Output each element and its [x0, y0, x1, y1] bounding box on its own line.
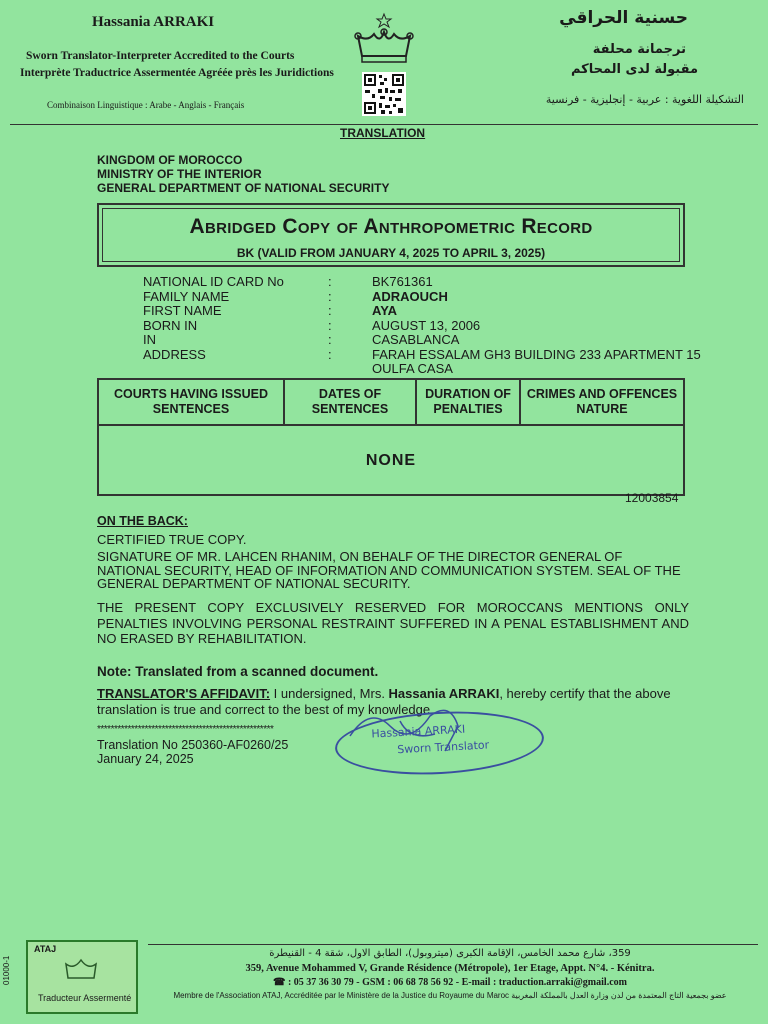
field-label: FIRST NAME [143, 303, 222, 318]
document-title: Abridged Copy of Anthropometric Record [189, 215, 593, 238]
translator-title-en: Sworn Translator-Interpreter Accredited to the Courts [26, 50, 295, 62]
field-row-family-name [143, 290, 732, 305]
field-row-place [143, 333, 732, 348]
ataj-logo-text: ATAJ [34, 944, 57, 954]
translator-name: Hassania ARRAKI [92, 14, 215, 30]
table-body-none: NONE [98, 425, 684, 495]
field-label: NATIONAL ID CARD No [143, 274, 284, 289]
separator-stars: **************************************************** [97, 724, 274, 735]
field-value: CASABLANCA [372, 332, 460, 347]
translator-title-ar-2: مقبولة لدى المحاكم [570, 62, 698, 77]
field-row-first-name [143, 304, 732, 319]
field-colon: : [328, 346, 332, 362]
affidavit-text: , hereby certify that the above translation is true and correct to the best of my knowledge. [97, 686, 671, 717]
field-row-address [143, 348, 732, 377]
footer-address-ar: 359، شارع محمد الخامس، الإقامة الكبرى (ميتروبول)، الطابق الاول، شقة 4 - القنيطرة [269, 948, 631, 959]
field-value: AYA [372, 303, 398, 318]
authority-line: KINGDOM OF MOROCCO [97, 153, 243, 167]
affidavit-label: TRANSLATOR'S AFFIDAVIT: [97, 686, 271, 701]
translator-name-ar: حسنية الحراقي [559, 8, 688, 28]
field-value: ADRAOUCH [372, 288, 448, 304]
translator-title-ar-1: ترجمانة محلفة [592, 42, 686, 57]
ataj-logo-caption: Traducteur Assermenté [38, 993, 132, 1003]
table-row [98, 425, 684, 495]
authority-line: GENERAL DEPARTMENT OF NATIONAL SECURITY [97, 181, 390, 195]
side-code: 01000-1 [2, 955, 11, 985]
table-header: DATES OF SENTENCES [284, 379, 416, 425]
stamp-title: Sworn Translator [396, 738, 490, 757]
field-value: FARAH ESSALAM GH3 BUILDING 233 APARTMENT 15 OULFA CASA [372, 346, 701, 376]
ataj-crown-icon [64, 956, 98, 984]
signature-mark [340, 696, 480, 756]
language-combination: Combinaison Linguistique : Arabe - Anglais - Français [47, 100, 245, 110]
field-colon: : [328, 274, 332, 289]
document-title-box [97, 203, 685, 267]
scan-note: Note: Translated from a scanned document. [97, 664, 379, 679]
sentences-table [97, 378, 685, 496]
field-label: ADDRESS [143, 346, 206, 362]
ataj-logo [26, 940, 138, 1014]
back-side-label: ON THE BACK: [97, 514, 188, 528]
stamp-name: Hassania ARRAKI [371, 722, 466, 741]
translator-title-fr: Interprète Traductrice Assermentée Agréée près les Juridictions [20, 67, 334, 79]
table-header-row [98, 379, 684, 425]
field-label: FAMILY NAME [143, 288, 230, 304]
certified-copy-text: CERTIFIED TRUE COPY. [97, 532, 247, 547]
translation-reference [97, 738, 288, 766]
footer-address: 359, Avenue Mohammed V, Grande Résidence (Métropole), 1er Etage, Appt. N°4. - Kénitra. [245, 963, 655, 974]
translation-label: TRANSLATION [340, 126, 426, 140]
signature-text: SIGNATURE OF MR. LAHCEN RHANIM, ON BEHALF OF THE DIRECTOR GENERAL OF NATIONAL SECURITY, HEAD OF INFORMATION AND COMMUNICATION SYSTEM. SEAL OF THE GENERAL DEPARTMENT OF NATIONAL SECURITY. [97, 549, 681, 591]
field-value: BK761361 [372, 274, 433, 289]
translation-number: Translation No 250360-AF0260/25 [97, 738, 289, 752]
field-colon: : [328, 303, 332, 318]
field-row-id [143, 275, 732, 290]
qr-code [362, 72, 406, 116]
field-colon: : [328, 317, 332, 333]
field-colon: : [328, 288, 332, 304]
field-value: AUGUST 13, 2006 [372, 317, 481, 333]
document-validity: BK (VALID FROM JANUARY 4, 2025 TO APRIL 3, 2025) [236, 246, 546, 260]
translation-date: January 24, 2025 [97, 752, 194, 766]
table-header: COURTS HAVING ISSUED SENTENCES [98, 379, 284, 425]
restriction-notice: THE PRESENT COPY EXCLUSIVELY RESERVED FOR MOROCCANS MENTIONS ONLY PENALTIES INVOLVING PERSONAL RESTRAINT SUFFERED IN A PENAL ESTABLISHMENT AND NO ERASED BY REHABILITATION. [97, 600, 689, 646]
field-label: BORN IN [143, 317, 198, 333]
reference-number: 12003854 [625, 491, 679, 505]
footer-membership: Membre de l'Association ATAJ, Accréditée par le Ministère de la Justice du Royaume du Maroc عضو بجمعية التاج المعتمدة من لدن وزارة العدل بالمملكة المغربية [173, 991, 727, 1000]
field-row-born [143, 319, 732, 334]
table-header: CRIMES AND OFFENCES NATURE [520, 379, 684, 425]
issuing-authority [97, 153, 389, 195]
language-combination-ar: التشكيلة اللغوية : عربية - إنجليزية - فرنسية [545, 93, 744, 106]
field-label: IN [143, 332, 156, 347]
footer-contact: ☎ : 05 37 36 30 79 - GSM : 06 68 78 56 92 - E-mail : traduction.arraki@gmail.com [273, 977, 627, 988]
table-header: DURATION OF PENALTIES [416, 379, 520, 425]
footer-divider [148, 944, 758, 945]
affidavit-name: Hassania ARRAKI [388, 686, 500, 701]
identity-fields [143, 275, 732, 377]
header-divider [10, 124, 758, 125]
affidavit-text: I undersigned, Mrs. [270, 686, 389, 701]
authority-line: MINISTRY OF THE INTERIOR [97, 167, 262, 181]
crown-icon [352, 12, 416, 68]
field-colon: : [328, 332, 332, 347]
